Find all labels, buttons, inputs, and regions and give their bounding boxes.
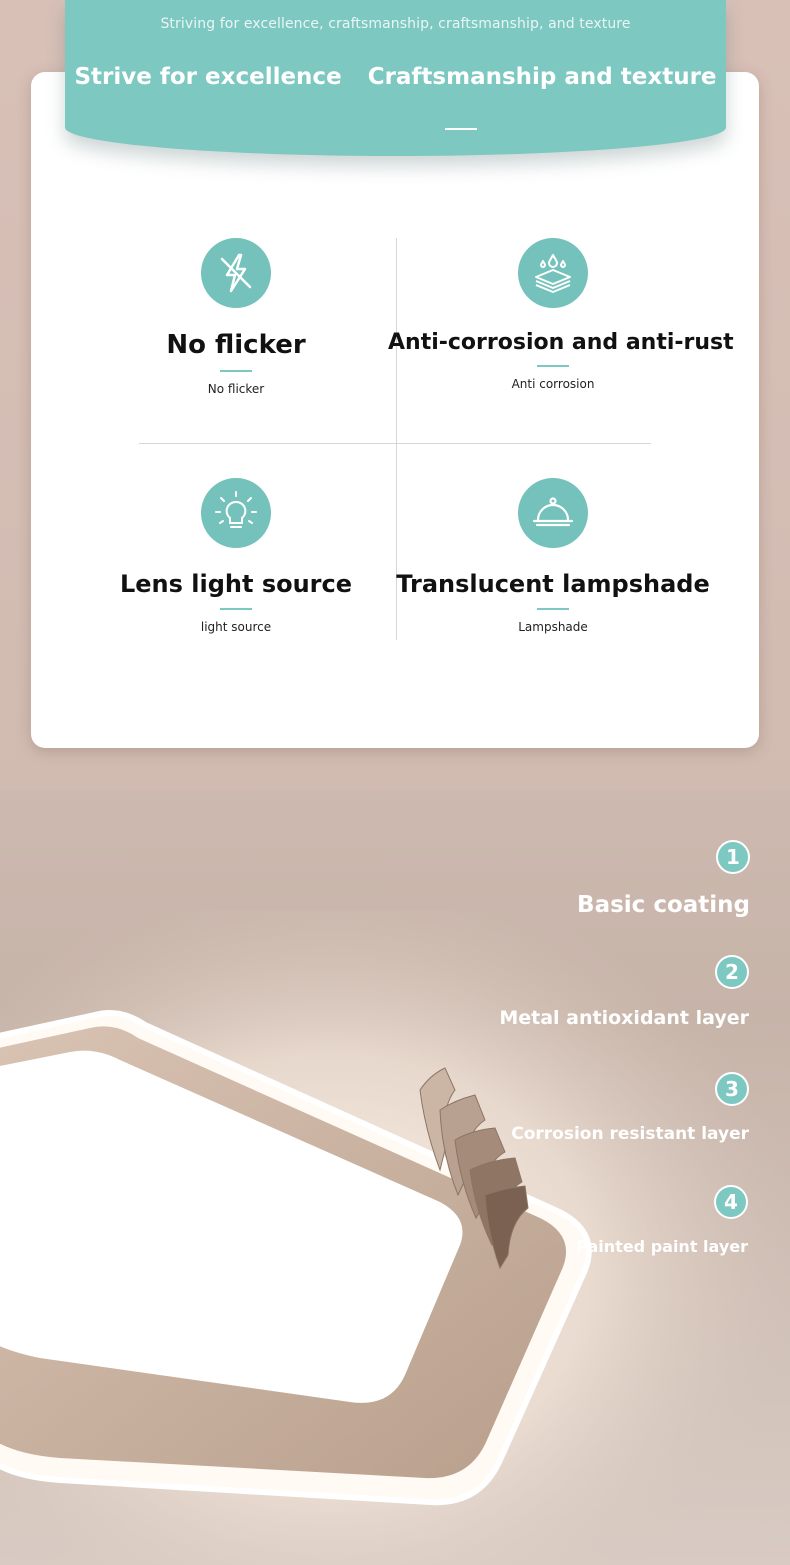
feature-title: No flicker (166, 330, 306, 360)
feature-title: Anti-corrosion and anti-rust (388, 330, 734, 355)
lightbulb-icon (201, 478, 271, 548)
layers-water-icon (518, 238, 588, 308)
feature-title: Translucent lampshade (396, 570, 710, 598)
layer-item-4 (576, 1185, 748, 1256)
layer-item-1 (577, 840, 750, 918)
feature-lens-light-source (71, 478, 401, 634)
feature-anti-corrosion (388, 238, 734, 391)
feature-underline (220, 608, 252, 610)
feature-caption: light source (200, 620, 272, 634)
feature-no-flicker (71, 238, 401, 396)
layer-item-2 (499, 955, 749, 1029)
banner-headline (65, 64, 726, 90)
layer-number-badge: 4 (714, 1185, 748, 1219)
no-flicker-icon (201, 238, 271, 308)
cloche-icon (518, 478, 588, 548)
headline-right: Craftsmanship and texture (367, 64, 717, 90)
layer-label: Painted paint layer (576, 1237, 748, 1256)
layer-item-3 (511, 1072, 749, 1144)
layer-number-badge: 2 (715, 955, 749, 989)
layer-label: Basic coating (577, 892, 750, 918)
features-card (31, 72, 759, 748)
layer-number-badge: 3 (715, 1072, 749, 1106)
layer-number-badge: 1 (716, 840, 750, 874)
layer-label: Corrosion resistant layer (511, 1124, 749, 1144)
feature-caption: Lampshade (518, 620, 588, 634)
feature-translucent-lampshade (388, 478, 718, 634)
header-banner (65, 0, 726, 156)
grid-divider-horizontal (139, 443, 651, 444)
banner-divider (445, 128, 477, 130)
layer-label: Metal antioxidant layer (499, 1007, 749, 1029)
feature-title: Lens light source (119, 570, 353, 598)
feature-underline (537, 365, 569, 367)
feature-caption: Anti corrosion (511, 377, 595, 391)
feature-underline (220, 370, 252, 372)
headline-left: Strive for excellence (74, 64, 342, 90)
feature-caption: No flicker (207, 382, 265, 396)
banner-subtitle: Striving for excellence, craftsmanship, craftsmanship, and texture (160, 16, 631, 32)
feature-underline (537, 608, 569, 610)
